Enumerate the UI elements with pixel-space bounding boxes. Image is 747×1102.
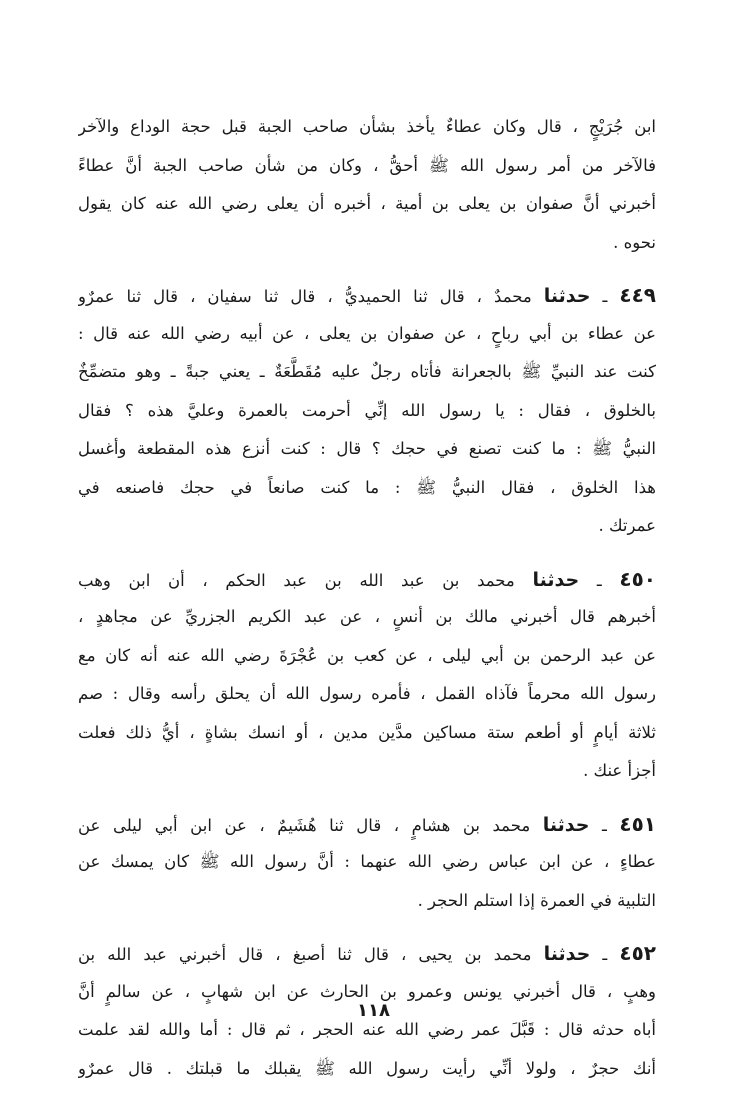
narration-keyword: حدثنا bbox=[543, 943, 591, 965]
text-line: أخبرهم قال أخبرني مالك بن أنسٍ ، عن عبد الكريم الجزريِّ عن مجاهدٍ ، bbox=[78, 607, 656, 626]
text-line: بالخلوق ، فقال : يا رسول الله إنِّي أحرمت بالعمرة وعليَّ هذه ؟ فقال bbox=[78, 400, 656, 420]
text-segment: محمدٌ ، قال ثنا الحميديُّ ، قال ثنا سفيان ، قال ثنا عمرٌو bbox=[78, 287, 532, 306]
hadith-450 bbox=[78, 560, 656, 791]
hadith-number: ٤٤٩ bbox=[619, 283, 656, 307]
narration-keyword: حدثنا bbox=[543, 285, 591, 307]
text-line: رسول الله محرماً فآذاه القمل ، فأمره رسول الله أن يحلق رأسه وقال : صم bbox=[78, 684, 656, 703]
text-line: ثلاثة أيامٍ أو أطعم ستة مساكين مدَّين مدين ، أو انسك بشاةٍ ، أيُّ ذلك فعلت bbox=[78, 722, 656, 742]
page-body bbox=[78, 108, 656, 1102]
text-line: عمرتك . bbox=[598, 516, 656, 535]
hadith-449 bbox=[78, 276, 656, 546]
text-segment: محمد بن يحيى ، قال ثنا أصبغ ، قال أخبرني عبد الله بن bbox=[78, 945, 532, 964]
hadith-number: ٤٥٢ bbox=[619, 941, 656, 965]
text-segment: محمد بن عبد الله بن عبد الحكم ، أن ابن وهب bbox=[78, 570, 515, 590]
text-line: ٤٥٢ ـ حدثنا محمد بن يحيى ، قال ثنا أصبغ ، قال أخبرني عبد الله بن bbox=[78, 941, 656, 965]
text-line: أجزأ عنك . bbox=[583, 761, 656, 780]
text-line: فالآخر من أمر رسول الله ﷺ أحقُّ ، وكان من شأن صاحب الجبة أنَّ عطاءً bbox=[78, 155, 656, 175]
page-number: ١١٨ bbox=[357, 1000, 390, 1021]
text-line: أنك حجرٌ ، ولولا أنِّي رأيت رسول الله ﷺ يقبلك ما قبلتك . قال عمرٌو bbox=[78, 1058, 656, 1078]
text-line: ٤٥٠ ـ حدثنا محمد بن عبد الله بن عبد الحكم ، أن ابن وهب bbox=[78, 566, 656, 591]
narration-keyword: حدثنا bbox=[532, 568, 580, 591]
text-line: النبيُّ ﷺ : ما كنت تصنع في حجك ؟ قال : كنت أنزع هذه المقطعة وأغسل bbox=[78, 439, 656, 458]
text-line: ٤٤٩ ـ حدثنا محمدٌ ، قال ثنا الحميديُّ ، قال ثنا سفيان ، قال ثنا عمرٌو bbox=[78, 283, 656, 307]
text-line: كنت عند النبيِّ ﷺ بالجعرانة فأتاه رجلٌ عليه مُقَطَّعَةٌ ـ يعني جبةً ـ وهو متضمِّخٌ bbox=[78, 362, 656, 381]
narration-keyword: حدثنا bbox=[542, 813, 590, 836]
hadith-number: ٤٥١ bbox=[619, 811, 656, 836]
text-segment: محمد بن هشامٍ ، قال ثنا هُشَيمٌ ، عن ابن أبي ليلى عن bbox=[78, 815, 531, 835]
text-line: ابن جُرَيْجٍ ، قال وكان عطاءٌ يأخذ بشأن صاحب الجبة قبل حجة الوداع والآخر bbox=[78, 117, 656, 136]
text-line: أخبرني أنَّ صفوان بن يعلى بن أمية ، أخبره أن يعلى رضي الله عنه كان يقول bbox=[78, 194, 656, 213]
paragraph-continuation bbox=[78, 108, 656, 262]
text-line: أباه حدثه قال : قَبَّلَ عمر رضي الله عنه الحجر ، ثم قال : أما والله لقد علمت bbox=[78, 1020, 656, 1039]
text-line: عن عطاء بن أبي رباحٍ ، عن صفوان بن يعلى ، عن أبيه رضي الله عنه قال : bbox=[78, 323, 656, 343]
hadith-number: ٤٥٠ bbox=[619, 566, 656, 591]
text-line: ٤٥١ ـ حدثنا محمد بن هشامٍ ، قال ثنا هُشَيمٌ ، عن ابن أبي ليلى عن bbox=[78, 811, 656, 836]
text-line: عن عبد الرحمن بن أبي ليلى ، عن كعب بن عُجْرَةَ رضي الله عنه أنه كان مع bbox=[78, 645, 656, 665]
text-line: نحوه . bbox=[613, 232, 656, 252]
hadith-451 bbox=[78, 805, 656, 921]
text-line: عطاءٍ ، عن ابن عباس رضي الله عنهما : أنَّ رسول الله ﷺ كان يمسك عن bbox=[78, 852, 656, 871]
text-line: هذا الخلوق ، فقال النبيُّ ﷺ : ما كنت صانعاً في حجك فاصنعه في bbox=[78, 477, 656, 497]
text-line: وهبٍ ، قال أخبرني يونس وعمرو بن الحارث عن ابن شهابٍ ، عن سالمٍ أنَّ bbox=[78, 981, 656, 1001]
text-line: التلبية في العمرة إذا استلم الحجر . bbox=[417, 890, 656, 910]
